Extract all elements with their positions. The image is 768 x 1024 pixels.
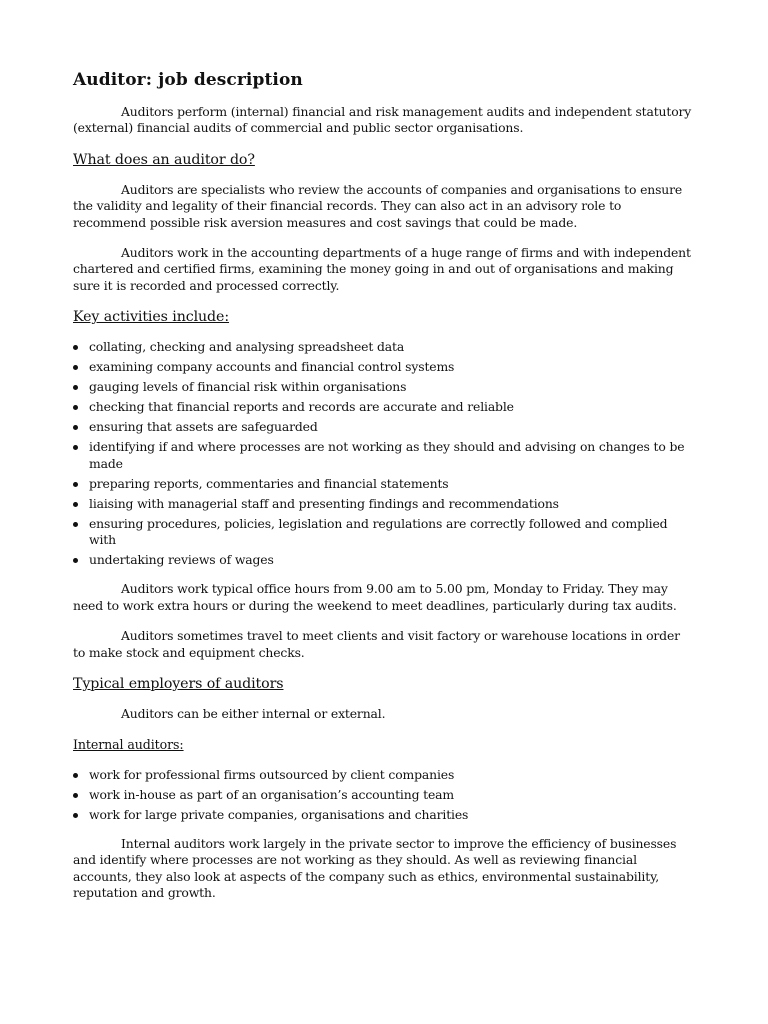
- section-heading-activities: Key activities include:: [73, 309, 230, 326]
- list-item: [73, 476, 695, 492]
- document-page: [73, 68, 695, 916]
- list-item: [73, 496, 695, 512]
- paragraph: Auditors work in the accounting departments of a huge range of firms and with independent chartered and certified firms, examining the money going in and out of organisations and making sure it is recorded and processed correctly.: [73, 245, 691, 293]
- bullet-icon: [73, 522, 78, 527]
- page-title: Auditor: job description: [73, 70, 303, 90]
- list-item: [73, 516, 695, 549]
- list-item-text: preparing reports, commentaries and financial statements: [89, 475, 449, 491]
- list-item-text: gauging levels of financial risk within organisations: [89, 379, 407, 395]
- list-item-text: ensuring procedures, policies, legislation and regulations are correctly followed and complied with: [89, 515, 668, 548]
- bullet-icon: [73, 345, 78, 350]
- paragraph: Auditors work typical office hours from 9.00 am to 5.00 pm, Monday to Friday. They may need to work extra hours or during the weekend to meet deadlines, particularly during tax audits.: [73, 581, 677, 613]
- bullet-icon: [73, 558, 78, 563]
- bullet-icon: [73, 425, 78, 430]
- bullet-icon: [73, 405, 78, 410]
- list-item: [73, 787, 695, 803]
- activities-list: [73, 339, 695, 568]
- bullet-icon: [73, 773, 78, 778]
- bullet-icon: [73, 365, 78, 370]
- list-item: [73, 339, 695, 355]
- bullet-icon: [73, 793, 78, 798]
- paragraph: Auditors are specialists who review the accounts of companies and organisations to ensure the validity and legality of their financial records. They can also act in an advisory role to recommend possible risk aversion measures and cost savings that could be made.: [73, 181, 683, 230]
- paragraph: Auditors can be either internal or external.: [121, 706, 386, 722]
- internal-auditors-list: [73, 767, 695, 823]
- bullet-icon: [73, 813, 78, 818]
- section-heading-what: What does an auditor do?: [73, 151, 255, 168]
- list-item: [73, 359, 695, 375]
- list-item-text: work for professional firms outsourced by client companies: [89, 766, 455, 782]
- section-heading-employers: Typical employers of auditors: [73, 676, 284, 693]
- list-item-text: examining company accounts and financial control systems: [89, 359, 455, 375]
- list-item-text: ensuring that assets are safeguarded: [89, 419, 318, 435]
- list-item-text: collating, checking and analysing spreadsheet data: [89, 339, 405, 355]
- sub-heading-internal-auditors: Internal auditors:: [73, 736, 184, 752]
- list-item-text: undertaking reviews of wages: [89, 552, 274, 568]
- list-item: [73, 767, 695, 783]
- list-item: [73, 439, 695, 472]
- paragraph: Internal auditors work largely in the private sector to improve the efficiency of businesses and identify where processes are not working as they should. As well as reviewing financial accounts, they also look at aspects of the company such as ethics, environmental sustainability, reputation and growth.: [73, 835, 677, 901]
- bullet-icon: [73, 385, 78, 390]
- bullet-icon: [73, 482, 78, 487]
- list-item-text: work in-house as part of an organisation’s accounting team: [89, 786, 454, 802]
- list-item: [73, 552, 695, 568]
- list-item: [73, 807, 695, 823]
- list-item: [73, 379, 695, 395]
- bullet-icon: [73, 502, 78, 507]
- list-item-text: checking that financial reports and records are accurate and reliable: [89, 399, 514, 415]
- paragraph: Auditors sometimes travel to meet clients and visit factory or warehouse locations in order to make stock and equipment checks.: [73, 628, 680, 660]
- list-item-text: identifying if and where processes are not working as they should and advising on changes to be made: [89, 439, 685, 471]
- list-item: [73, 399, 695, 415]
- list-item-text: work for large private companies, organisations and charities: [89, 806, 469, 822]
- list-item-text: liaising with managerial staff and presenting findings and recommendations: [89, 495, 559, 511]
- list-item: [73, 419, 695, 435]
- bullet-icon: [73, 445, 78, 450]
- intro-paragraph: Auditors perform (internal) financial and risk management audits and independent statutory (external) financial audits of commercial and public sector organisations.: [73, 104, 692, 136]
